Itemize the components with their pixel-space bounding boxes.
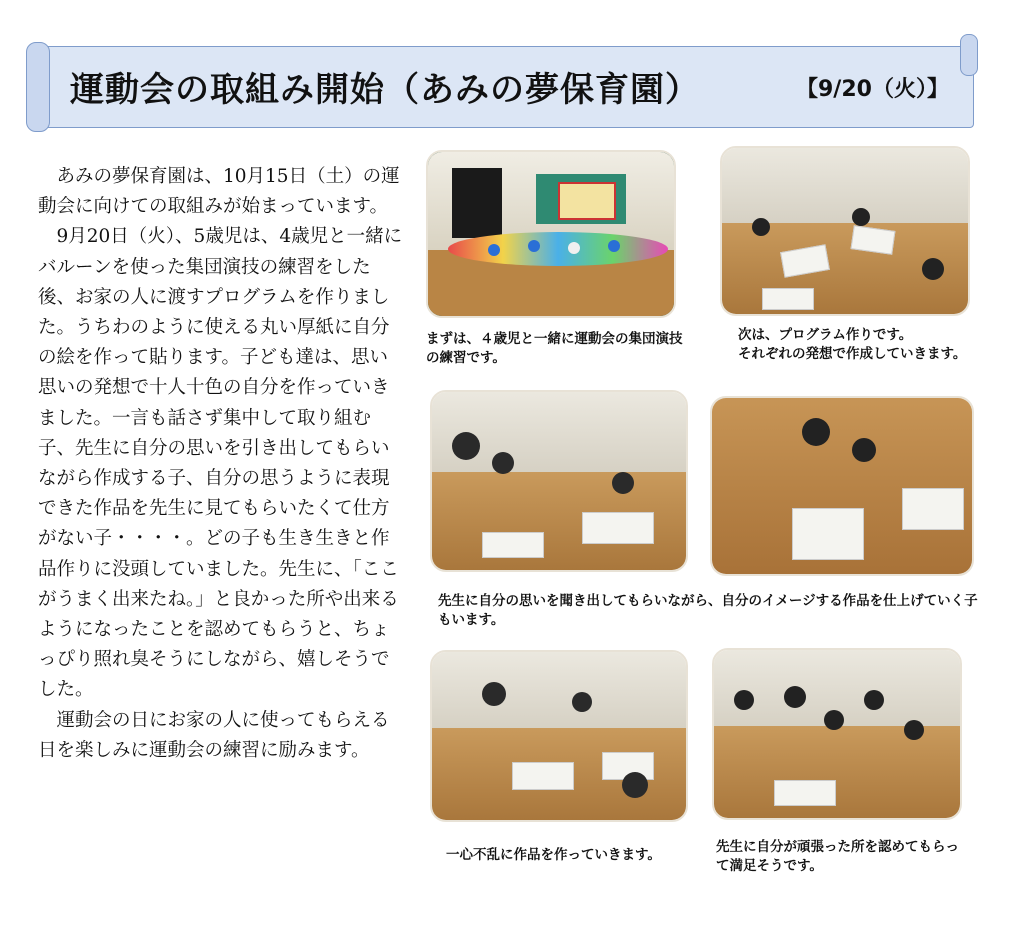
photo-children-drawing <box>710 396 974 576</box>
title-banner <box>26 42 974 128</box>
caption-own-image: 先生に自分の思いを聞き出してもらいながら、自分のイメージする作品を仕上げていく子もいます。 <box>438 593 978 628</box>
article-paragraph-2: 9月20日（火）、5歳児は、4歳児と一緒にバルーンを使った集団演技の練習をした後、お家の人に渡すプログラムを作りました。うちわのように使える丸い厚紙に自分の絵を作って貼ります。子ども達は、思い思いの発想で十人十色の自分を作っていきました。一言も話さず集中して取り組む子、先生に自分の思いを引き出してもらいながら作成する子、自分の思うように表現できた作品を先生に見てもらいたくて仕方がない子・・・・。どの子も生き生きと作品作りに没頭していました。先生に、「ここがうまく出来たね。」と良かった所や出来るようになったことを認めてもらうと、ちょっぴり照れ臭そうにしながら、嬉しそうでした。 <box>38 226 403 701</box>
caption-program-making-2: それぞれの発想で作成していきます。 <box>738 346 967 362</box>
article-paragraph-3: 運動会の日にお家の人に使ってもらえる日を楽しみに運動会の練習に励みます。 <box>38 709 390 761</box>
photo-balloon-practice <box>426 150 676 318</box>
article-paragraph-1: あみの夢保育園は、10月15日（土）の運動会に向けての取組みが始まっています。 <box>38 166 400 218</box>
page-date: 【9/20（火）】 <box>796 77 949 102</box>
caption-program-making-1: 次は、プログラム作りです。 <box>738 327 913 343</box>
article-body <box>38 162 406 766</box>
caption-balloon-practice: まずは、４歳児と一緒に運動会の集団演技の練習です。 <box>426 331 683 366</box>
scroll-roll-right-icon <box>960 34 978 76</box>
photo-teacher-helping <box>430 390 688 572</box>
photo-concentrated-work <box>430 650 688 822</box>
photo-program-making <box>720 146 970 316</box>
caption-teacher-praise: 先生に自分が頑張った所を認めてもらって満足そうです。 <box>716 839 959 874</box>
scroll-roll-left-icon <box>26 42 50 132</box>
page-title: 運動会の取組み開始（あみの夢保育園） <box>70 70 700 110</box>
photo-teacher-praise <box>712 648 962 820</box>
caption-concentrated-work: 一心不乱に作品を作っていきます。 <box>446 847 661 863</box>
